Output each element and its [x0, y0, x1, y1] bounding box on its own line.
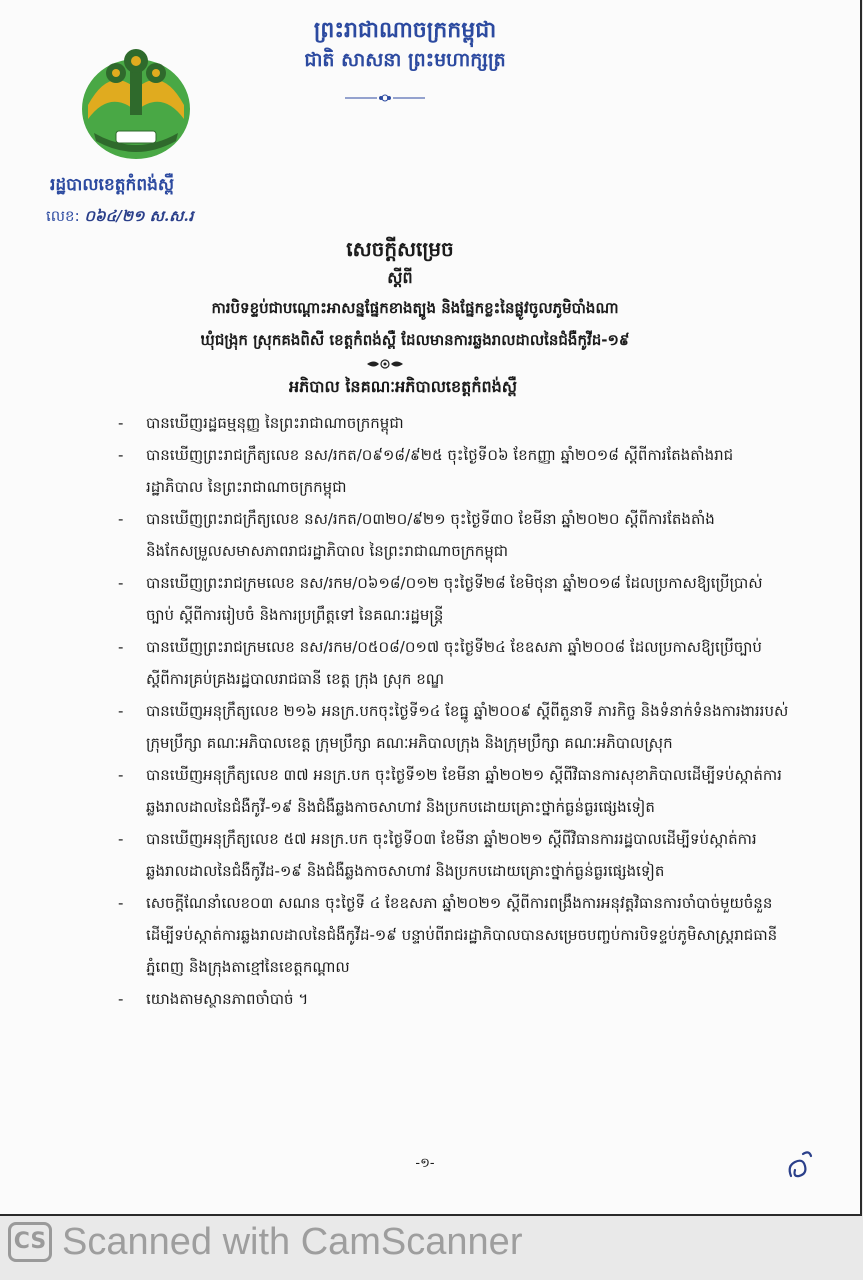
clause-text: បានឃើញព្រះរាជក្រឹត្យលេខ នស/រកត/០៣២០/៩២១ ចុះថ្ងៃទី៣០ ខែមីនា ឆ្នាំ២០២០ ស្តីពីការតែងតាំង និងកែសម្រួលសមាសភាពរាជរដ្ឋាភិបាល នៃព្រះរាជាណាចក្រកម្ពុជា [146, 510, 715, 560]
clause-item [118, 887, 790, 983]
clause-text: បានឃើញអនុក្រឹត្យលេខ ៣៧ អនក្រ.បក ចុះថ្ងៃទី១២ ខែមីនា ឆ្នាំ២០២១ ស្តីពីវិធានការសុខាភិបាលដើម្បីទប់ស្កាត់ការឆ្លងរាលដាលនៃជំងឺកូវី-១៩ និងជំងឺឆ្លងកាចសាហាវ និងប្រកបដោយគ្រោះថ្នាក់ធ្ងន់ធ្ងរផ្សេងទៀត [146, 766, 782, 816]
clause-dash: - [118, 510, 124, 528]
camscanner-logo: CS [8, 1222, 52, 1262]
clause-item [118, 983, 790, 1015]
clause-item [118, 631, 790, 695]
clause-item [118, 567, 790, 631]
clause-dash: - [118, 766, 124, 784]
kingdom-header [270, 16, 540, 74]
clause-dash: - [118, 990, 124, 1008]
clause-text: បានឃើញព្រះរាជក្រឹត្យលេខ នស/រកត/០៩១៨/៩២៥ ចុះថ្ងៃទី០៦ ខែកញ្ញា ឆ្នាំ២០១៨ ស្តីពីការតែងតាំងរាជរដ្ឋាភិបាល នៃព្រះរាជាណាចក្រកម្ពុជា [146, 446, 734, 496]
header-ornament-icon [345, 93, 425, 103]
sender-ministry: រដ្ឋបាលខេត្តកំពង់ស្ពឺ [50, 175, 175, 195]
clause-text: បានឃើញរដ្ឋធម្មនុញ្ញ នៃព្រះរាជាណាចក្រកម្ពុជា [146, 414, 404, 432]
kingdom-motto: ជាតិ សាសនា ព្រះមហាក្សត្រ [304, 49, 506, 71]
clause-item [118, 503, 790, 567]
clause-item [118, 439, 790, 503]
clause-dash: - [118, 638, 124, 656]
clause-text: យោងតាមស្ថានភាពចាំបាច់ ។ [146, 990, 309, 1008]
issuing-authority: អភិបាល នៃគណៈអភិបាលខេត្តកំពង់ស្ពឺ [288, 377, 518, 396]
kingdom-title: ព្រះរាជាណាចក្រកម្ពុជា [313, 18, 497, 43]
clause-item [118, 407, 790, 439]
document-subject [55, 292, 775, 356]
reference-value: ០៦៤/២១ ស.ស.រ [84, 207, 194, 225]
clause-text: បានឃើញព្រះរាជក្រមលេខ នស/រកម/០៥០៨/០១៧ ចុះថ្ងៃទី២៤ ខែឧសភា ឆ្នាំ២០០៨ ដែលប្រកាសឱ្យប្រើច្បាប់ ស្តីពីការគ្រប់គ្រងរដ្ឋបាលរាជធានី ខេត្ត ក្រុង ស្រុក ខណ្ឌ [146, 638, 762, 688]
handwritten-initial-icon [785, 1148, 815, 1182]
clause-dash: - [118, 702, 124, 720]
page-number: -១- [415, 1156, 435, 1171]
reference-label: លេខ: [46, 207, 80, 225]
clause-text: សេចក្តីណែនាំលេខ០៣ សណន ចុះថ្ងៃទី ៤ ខែឧសភា ឆ្នាំ២០២១ ស្តីពីការពង្រឹងការអនុវត្តវិធានការចាំបាច់មួយចំនួន ដើម្បីទប់ស្កាត់ការឆ្លងរាលដាលនៃជំងឺកូវីដ-១៩ បន្ទាប់ពីរាជរដ្ឋាភិបាលបានសម្រេចបញ្ចប់ការបិទខ្ទប់ភូមិសាស្ត្ររាជធានីភ្នំពេញ និងក្រុងតាខ្មៅនៃខេត្តកណ្តាល [146, 894, 778, 976]
clause-item [118, 759, 790, 823]
provincial-seal-icon [80, 45, 192, 163]
clause-dash: - [118, 830, 124, 848]
clause-text: បានឃើញអនុក្រឹត្យលេខ ២១៦ អនក្រ.បកចុះថ្ងៃទី១៤ ខែធ្នូ ឆ្នាំ២០០៩ ស្តីពីតួនាទី ភារកិច្ច និងទំនាក់ទំនងការងាររបស់ក្រុមប្រឹក្សា គណៈអភិបាលខេត្ត ក្រុមប្រឹក្សា គណៈអភិបាលក្រុង និងក្រុមប្រឹក្សា គណៈអភិបាលស្រុក [146, 702, 789, 752]
clause-text: បានឃើញព្រះរាជក្រមលេខ នស/រកម/០៦១៨/០១២ ចុះថ្ងៃទី២៨ ខែមិថុនា ឆ្នាំ២០១៨ ដែលប្រកាសឱ្យប្រើប្រាស់ច្បាប់ ស្តីពីការរៀបចំ និងការប្រព្រឹត្តទៅ នៃគណៈរដ្ឋមន្ត្រី [146, 574, 763, 624]
divider-ornament-icon [365, 358, 405, 370]
clause-dash: - [118, 414, 124, 432]
document-title: សេចក្តីសម្រេច [346, 237, 454, 261]
camscanner-watermark: Scanned with CamScanner [62, 1221, 523, 1263]
subject-line-2: ឃុំជង្រុក ស្រុកគងពិសី ខេត្តកំពង់ស្ពឺ ដែលមានការឆ្លងរាលដាលនៃជំងឺកូវីដ-១៩ [200, 331, 630, 349]
preamble-clauses [118, 407, 790, 1015]
clause-dash: - [118, 894, 124, 912]
document-subtitle: ស្តីពី [387, 268, 413, 287]
clause-dash: - [118, 446, 124, 464]
clause-item [118, 695, 790, 759]
clause-item [118, 823, 790, 887]
clause-text: បានឃើញអនុក្រឹត្យលេខ ៥៧ អនក្រ.បក ចុះថ្ងៃទី០៣ ខែមីនា ឆ្នាំ២០២១ ស្តីពីវិធានការរដ្ឋបាលដើម្បីទប់ស្កាត់ការឆ្លងរាលដាលនៃជំងឺកូវីដ-១៩ និងជំងឺឆ្លងកាចសាហាវ និងប្រកបដោយគ្រោះថ្នាក់ធ្ងន់ធ្ងរផ្សេងទៀត [146, 830, 757, 880]
scanner-footer [8, 1218, 608, 1268]
reference-number [46, 204, 246, 228]
clause-dash: - [118, 574, 124, 592]
subject-line-1: ការបិទខ្ទប់ជាបណ្តោះអាសន្នផ្នែកខាងត្បូង និងផ្នែកខ្លះនៃផ្លូវចូលភូមិបាំងណា [211, 299, 619, 317]
